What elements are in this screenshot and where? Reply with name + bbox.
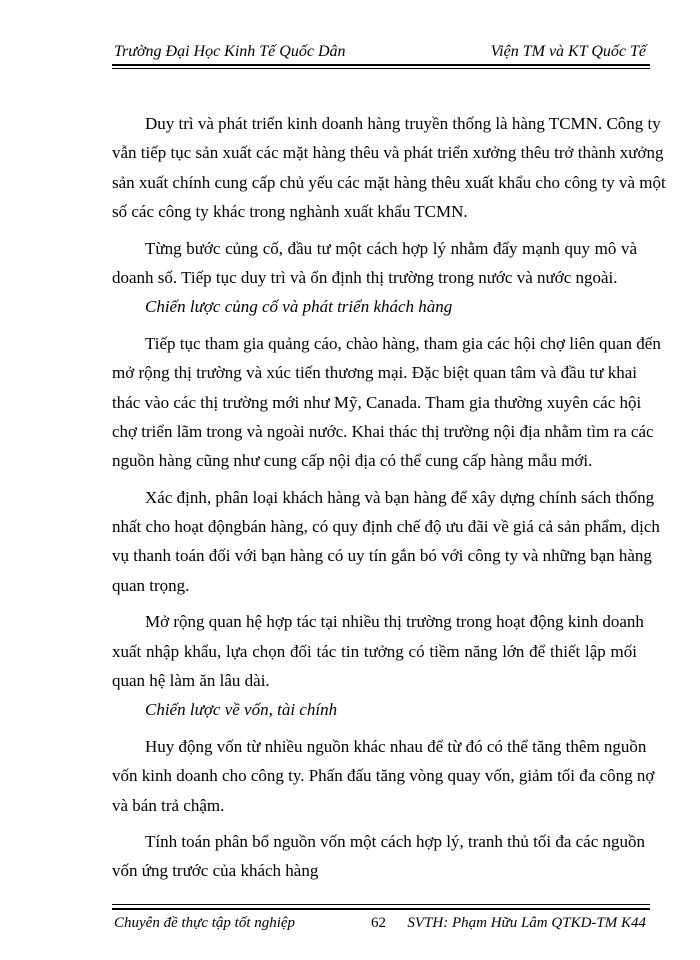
text-line: sản xuất chính cung cấp chủ yếu các mặt hàng thêu xuất khẩu cho công ty và một bbox=[112, 172, 666, 192]
text-line: nhất cho hoạt độngbán hàng, có quy định chế độ ưu đãi về giá cả sản phẩm, dịch bbox=[112, 517, 660, 537]
section-heading-customer-strategy: Chiến lược củng cố và phát triển khách hàng bbox=[145, 297, 453, 317]
text-line: doanh số. Tiếp tục duy trì và ổn định thị trường trong nước và nước ngoài. bbox=[112, 267, 618, 287]
text-line: Huy động vốn từ nhiều nguồn khác nhau để từ đó có thể tăng thêm nguồn bbox=[145, 736, 647, 756]
text-line: vẫn tiếp tục sản xuất các mặt hàng thêu và phát triển xưởng thêu trở thành xưởng bbox=[112, 143, 664, 163]
text-line: Tiếp tục tham gia quảng cáo, chào hàng, tham gia các hội chợ liên quan đến bbox=[145, 333, 661, 353]
text-line: thác vào các thị trường mới như Mỹ, Canada. Tham gia thường xuyên các hội bbox=[112, 392, 642, 412]
text-line: quan hệ làm ăn lâu dài. bbox=[112, 671, 270, 691]
text-line: số các công ty khác trong nghành xuất khẩu TCMN. bbox=[112, 202, 468, 222]
text-line: vụ thanh toán đối với bạn hàng có uy tín gắn bó với công ty và những bạn hàng bbox=[112, 546, 652, 566]
text-line: Từng bước củng cố, đầu tư một cách hợp lý nhằm đẩy mạnh quy mô và bbox=[145, 238, 637, 258]
footer-rule-thin bbox=[112, 904, 650, 905]
text-line: Mở rộng quan hệ hợp tác tại nhiều thị trường trong hoạt động kinh doanh bbox=[145, 612, 644, 632]
page-body bbox=[112, 109, 666, 886]
header-institute: Viện TM và KT Quốc Tế bbox=[490, 43, 646, 60]
section-heading-finance-strategy: Chiến lược về vốn, tài chính bbox=[145, 700, 338, 720]
text-line: Duy trì và phát triển kinh doanh hàng truyền thống là hàng TCMN. Công ty bbox=[145, 114, 661, 133]
text-line: và bán trả chậm. bbox=[112, 795, 225, 815]
text-line: Tính toán phân bổ nguồn vốn một cách hợp lý, tranh thủ tối đa các nguồn bbox=[145, 831, 645, 851]
paragraph-traditional-business bbox=[112, 109, 666, 227]
header-rule-thin bbox=[112, 68, 650, 69]
header-university: Trường Đại Học Kinh Tế Quốc Dân bbox=[114, 43, 346, 60]
text-line: mở rộng thị trường và xúc tiến thương mại. Đặc biệt quan tâm và đầu tư khai bbox=[112, 363, 637, 383]
footer-document-type: Chuyên đề thực tập tốt nghiệp bbox=[114, 915, 296, 931]
text-line: vốn ứng trước của khách hàng bbox=[112, 861, 319, 881]
text-line: quan trọng. bbox=[112, 575, 190, 595]
text-line: xuất nhập khẩu, lựa chọn đối tác tin tưởng có tiềm năng lớn để thiết lập mối bbox=[112, 641, 637, 661]
footer-rule-thick bbox=[112, 908, 650, 910]
text-line: chợ triển lãm trong và ngoài nước. Khai thác thị trường nội địa nhằm tìm ra các bbox=[112, 421, 654, 441]
paragraph-cooperation bbox=[112, 607, 644, 695]
paragraph-capital-allocation bbox=[112, 827, 645, 886]
paragraph-customer-classification bbox=[112, 483, 660, 601]
footer-author: SVTH: Phạm Hữu Lâm QTKD-TM K44 bbox=[407, 915, 646, 931]
page-footer bbox=[112, 913, 650, 935]
paragraph-trade-promotion bbox=[112, 329, 661, 476]
page-header bbox=[112, 40, 650, 64]
page-number: 62 bbox=[371, 915, 386, 931]
paragraph-capital-mobilization bbox=[112, 732, 655, 820]
paragraph-consolidate-investment bbox=[112, 234, 637, 293]
header-rule-thick bbox=[112, 64, 650, 66]
text-line: Xác định, phân loại khách hàng và bạn hàng để xây dựng chính sách thống bbox=[145, 487, 655, 507]
text-line: nguồn hàng cũng như cung cấp nội địa có thể cung cấp hàng mẫu mới. bbox=[112, 451, 593, 471]
text-line: vốn kinh doanh cho công ty. Phấn đấu tăng vòng quay vốn, giảm tối đa công nợ bbox=[112, 766, 655, 786]
